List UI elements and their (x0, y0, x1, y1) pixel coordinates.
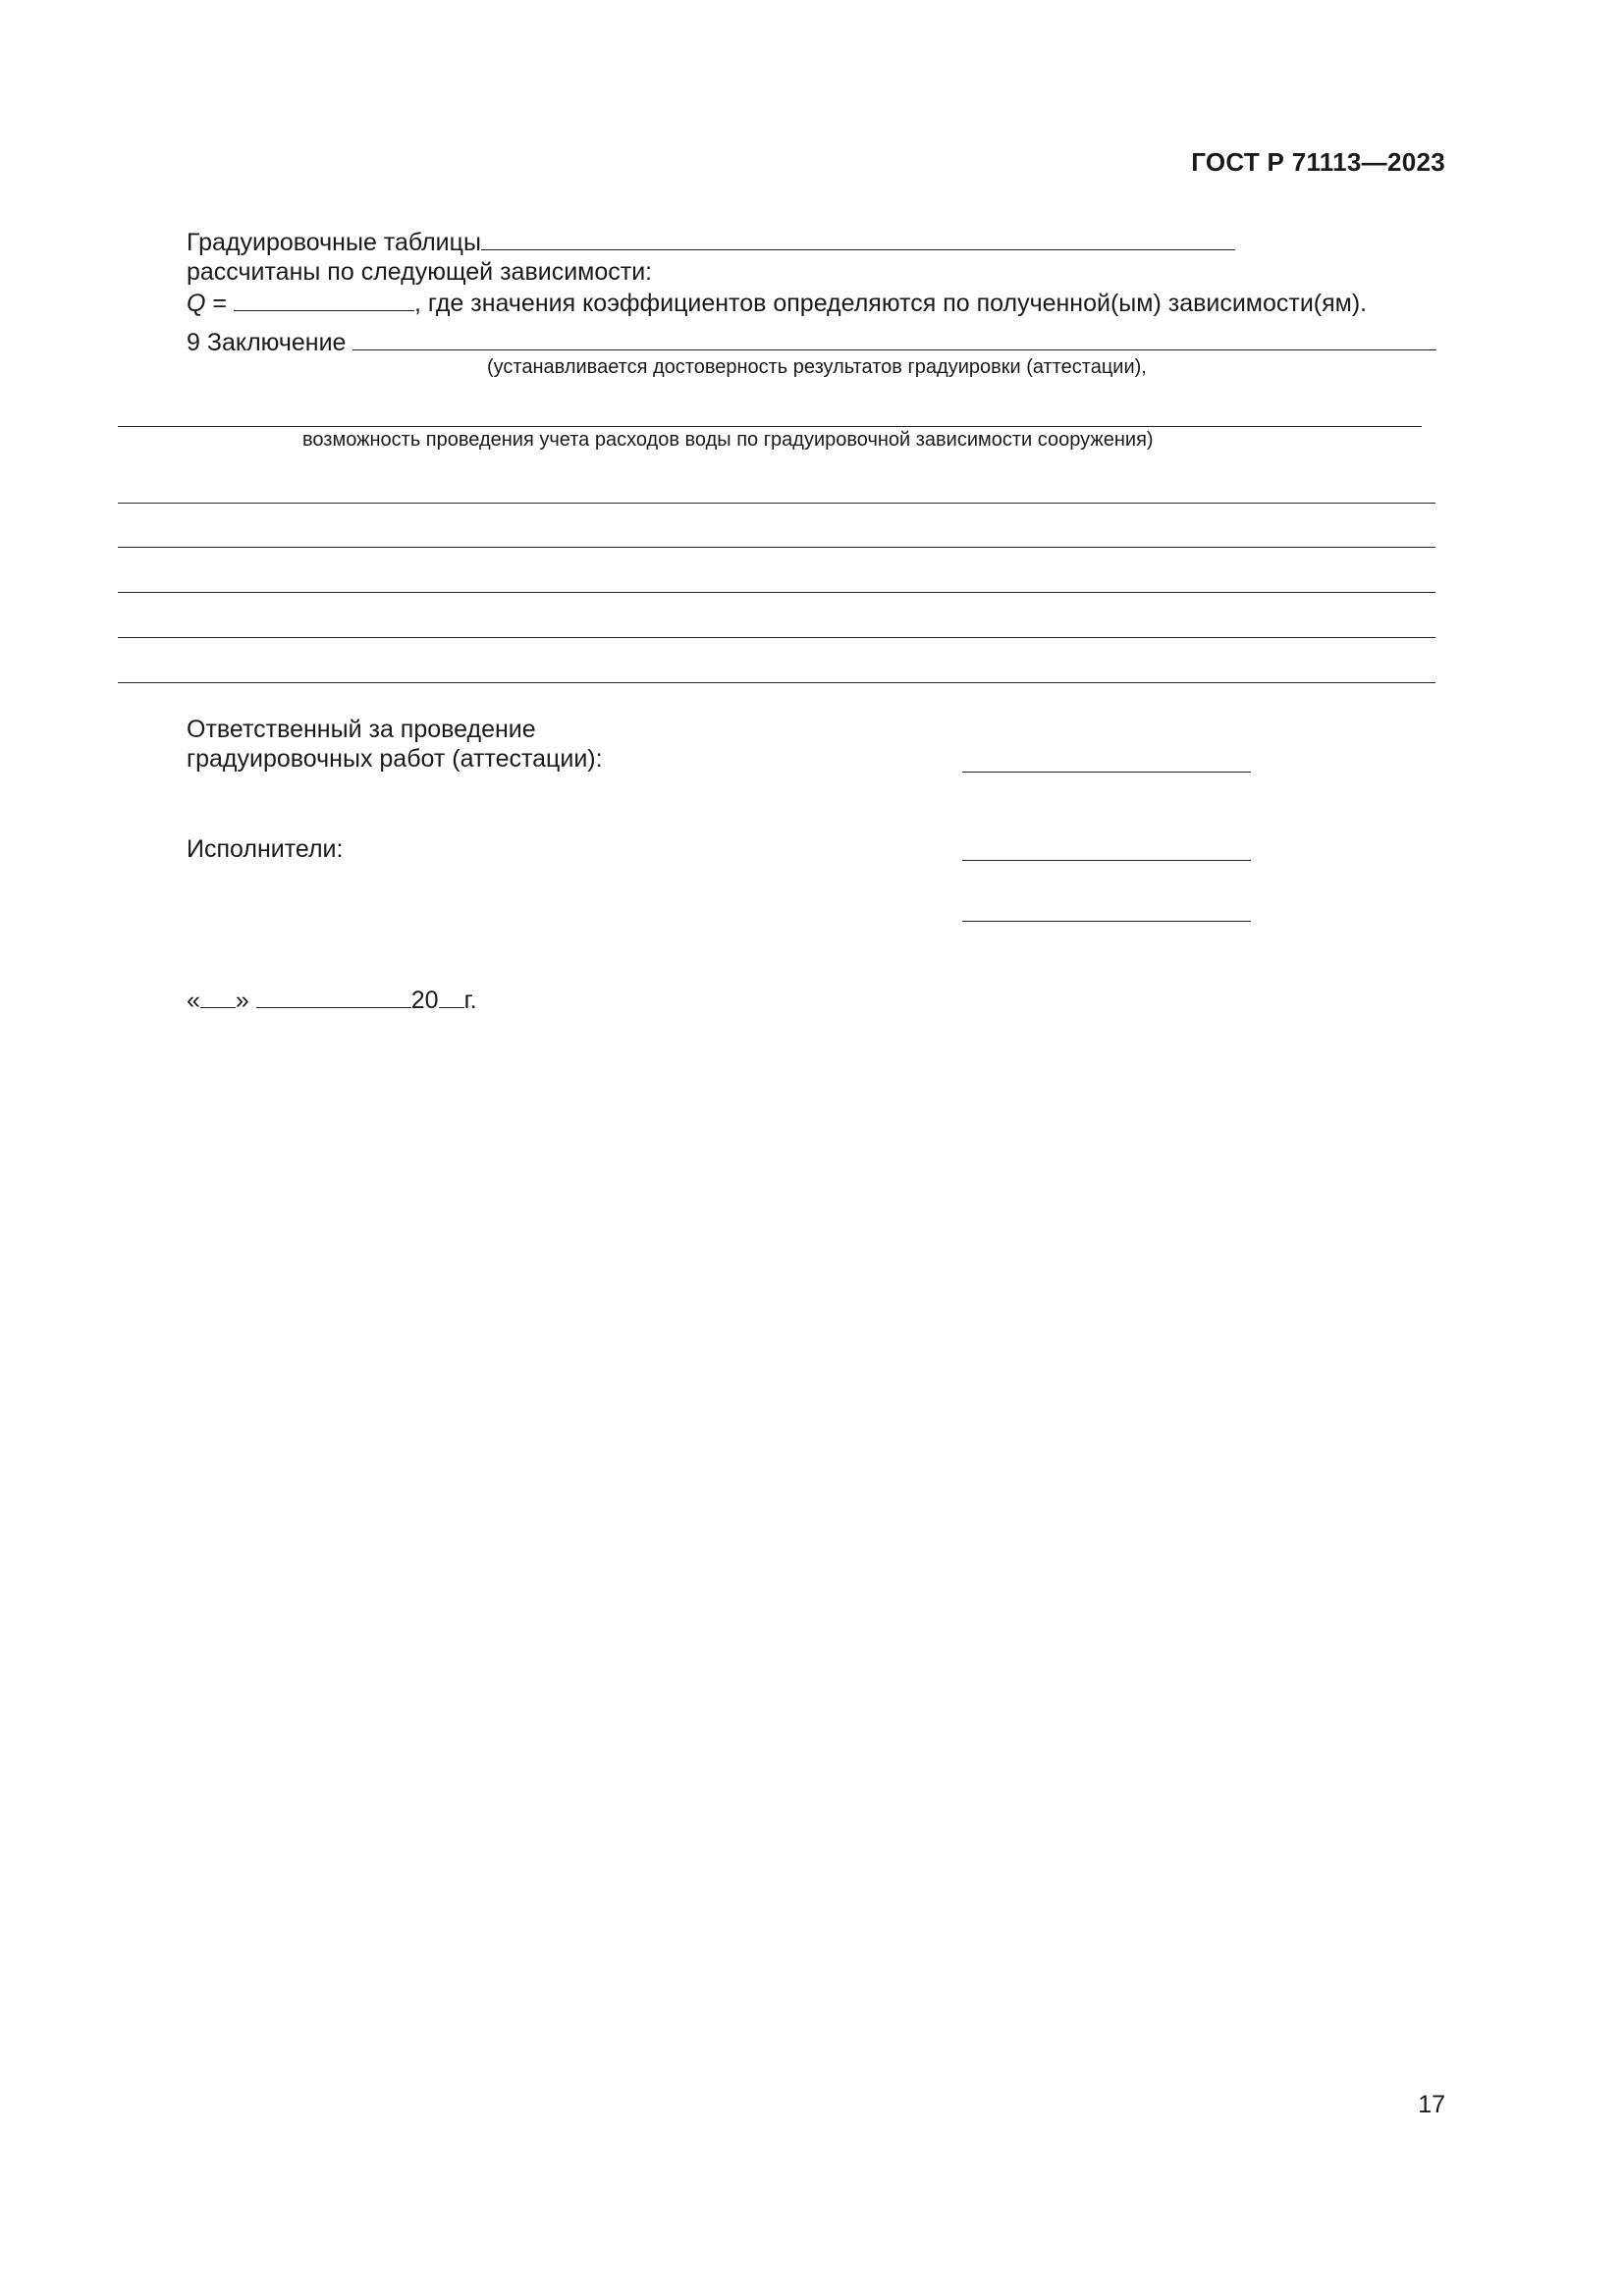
conclusion-hint-1: (устанавливается достоверность результатов градуировки (аттестации), (487, 356, 1147, 378)
document-code: ГОСТ Р 71113—2023 (1191, 147, 1445, 177)
q-formula-field[interactable] (234, 287, 414, 311)
computed-by-text: рассчитаны по следующей зависимости: (187, 258, 653, 286)
executor-signature-line-1[interactable] (962, 860, 1251, 861)
responsible-label-line1: Ответственный за проведение (187, 716, 536, 743)
date-day-field[interactable] (200, 984, 236, 1008)
conclusion-field[interactable] (352, 326, 1436, 350)
conclusion-line-6[interactable] (118, 682, 1435, 683)
responsible-label-line2: градуировочных работ (аттестации): (187, 745, 603, 773)
conclusion-line-2[interactable] (118, 503, 1435, 504)
q-tail-text: , где значения коэффициентов определяются по полученной(ым) зависимости(ям). (413, 290, 1368, 317)
date-year-suffix: г. (463, 987, 477, 1014)
conclusion-row (187, 326, 1436, 357)
responsible-signature-line[interactable] (962, 772, 1251, 773)
executor-signature-line-2[interactable] (962, 921, 1251, 922)
q-symbol: Q (187, 290, 206, 317)
q-formula-row (187, 287, 1367, 318)
calibration-tables-field[interactable] (481, 226, 1235, 250)
date-year-prefix: 20 (410, 987, 439, 1014)
executors-label: Исполнители: (187, 835, 344, 863)
date-row (187, 984, 477, 1015)
date-year-field[interactable] (439, 984, 464, 1008)
date-month-field[interactable] (256, 984, 411, 1008)
conclusion-line-3[interactable] (118, 547, 1435, 548)
conclusion-line-1[interactable] (118, 426, 1422, 427)
date-open-quote: « (187, 987, 200, 1014)
conclusion-label: 9 Заключение (187, 329, 347, 356)
conclusion-line-4[interactable] (118, 592, 1435, 593)
page-number: 17 (1418, 2091, 1445, 2118)
q-equals: = (205, 290, 234, 317)
calibration-tables-row (187, 226, 1235, 257)
conclusion-line-5[interactable] (118, 637, 1435, 638)
calibration-tables-label: Градуировочные таблицы (187, 229, 481, 256)
date-close-quote: » (235, 987, 249, 1014)
conclusion-hint-2: возможность проведения учета расходов воды по градуировочной зависимости сооружения) (302, 429, 1154, 451)
